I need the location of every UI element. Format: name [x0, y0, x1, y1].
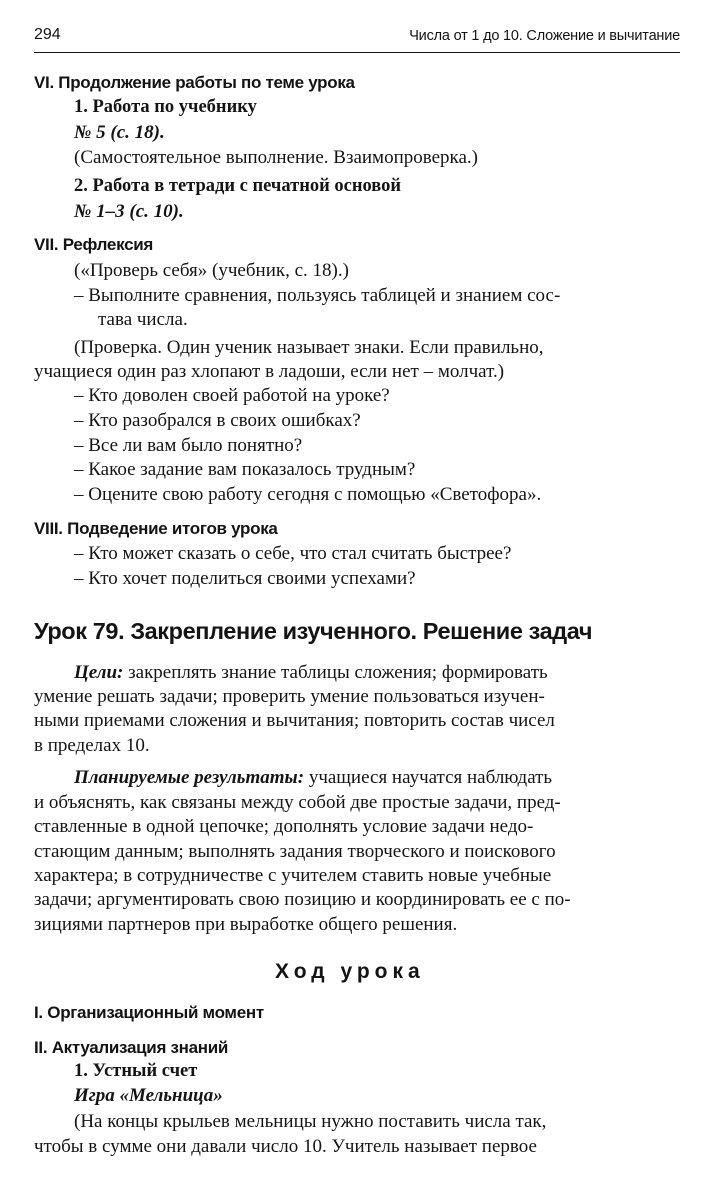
activity-note: (Самостоятельное выполнение. Взаимопроверка.): [74, 147, 478, 168]
results-line: зициями партнеров при выработке общего решения.: [34, 914, 458, 935]
results-line: [74, 767, 552, 789]
list-item: – Какое задание вам показалось трудным?: [74, 459, 416, 480]
list-item-continuation: тава числа.: [98, 309, 188, 330]
paragraph-line: (Проверка. Один ученик называет знаки. Если правильно,: [74, 337, 544, 358]
running-title: Числа от 1 до 10. Сложение и вычитание: [409, 28, 680, 44]
results-label: Планируемые результаты:: [74, 767, 305, 788]
paragraph-line: (На концы крыльев мельницы нужно поставить числа так,: [74, 1111, 547, 1132]
results-line: стающим данным; выполнять задания творческого и поискового: [34, 841, 556, 862]
results-line: ставленные в одной цепочке; дополнять условие задачи недо-: [34, 816, 534, 837]
subsection-title-oral-count: 1. Устный счет: [74, 1061, 198, 1081]
paragraph-line: чтобы в сумме они давали число 10. Учитель называет первое: [34, 1136, 537, 1157]
list-item: – Кто может сказать о себе, что стал считать быстрее?: [74, 543, 512, 564]
goals-text: закреплять знание таблицы сложения; формировать: [128, 662, 548, 683]
goals-line: умение решать задачи; проверить умение пользоваться изучен-: [34, 686, 545, 707]
section-heading-vii: VII. Рефлексия: [34, 235, 153, 254]
list-item: – Кто разобрался в своих ошибках?: [74, 410, 361, 431]
results-line: задачи; аргументировать свою позицию и координировать ее с по-: [34, 889, 571, 910]
paragraph-line: учащиеся один раз хлопают в ладоши, если нет – молчат.): [34, 361, 505, 382]
subsection-title-workbook: 2. Работа в тетради с печатной основой: [74, 176, 402, 196]
list-item: – Оцените свою работу сегодня с помощью «Светофора».: [74, 484, 542, 505]
textbook-reference: № 5 (с. 18).: [74, 122, 165, 143]
goals-line: ными приемами сложения и вычитания; повторить состав чисел: [34, 710, 555, 731]
section-heading-ii: II. Актуализация знаний: [34, 1038, 229, 1057]
goals-line: [74, 662, 548, 684]
section-heading-viii: VIII. Подведение итогов урока: [34, 519, 278, 538]
paragraph-line: («Проверь себя» (учебник, с. 18).): [74, 260, 349, 281]
game-title: Игра «Мельница»: [74, 1085, 223, 1106]
results-text: учащиеся научатся наблюдать: [308, 767, 553, 788]
section-heading-i: I. Организационный момент: [34, 1003, 264, 1022]
goals-line: в пределах 10.: [34, 735, 150, 756]
section-heading-vi: VI. Продолжение работы по теме урока: [34, 73, 355, 92]
goals-label: Цели:: [74, 662, 124, 683]
list-item: – Кто доволен своей работой на уроке?: [74, 385, 390, 406]
results-line: характера; в сотрудничестве с учителем ставить новые учебные: [34, 865, 552, 886]
list-item: – Выполните сравнения, пользуясь таблицей и знанием сос-: [74, 285, 561, 306]
list-item: – Кто хочет поделиться своими успехами?: [74, 568, 416, 589]
page-number: 294: [34, 26, 61, 43]
results-line: и объяснять, как связаны между собой две простые задачи, пред-: [34, 792, 561, 813]
page-header: [34, 26, 680, 53]
course-heading: Ход урока: [275, 960, 425, 983]
lesson-title: Урок 79. Закрепление изученного. Решение задач: [34, 618, 593, 644]
list-item: – Все ли вам было понятно?: [74, 435, 303, 456]
workbook-reference: № 1–3 (с. 10).: [74, 201, 184, 222]
subsection-title-textbook: 1. Работа по учебнику: [74, 97, 257, 117]
